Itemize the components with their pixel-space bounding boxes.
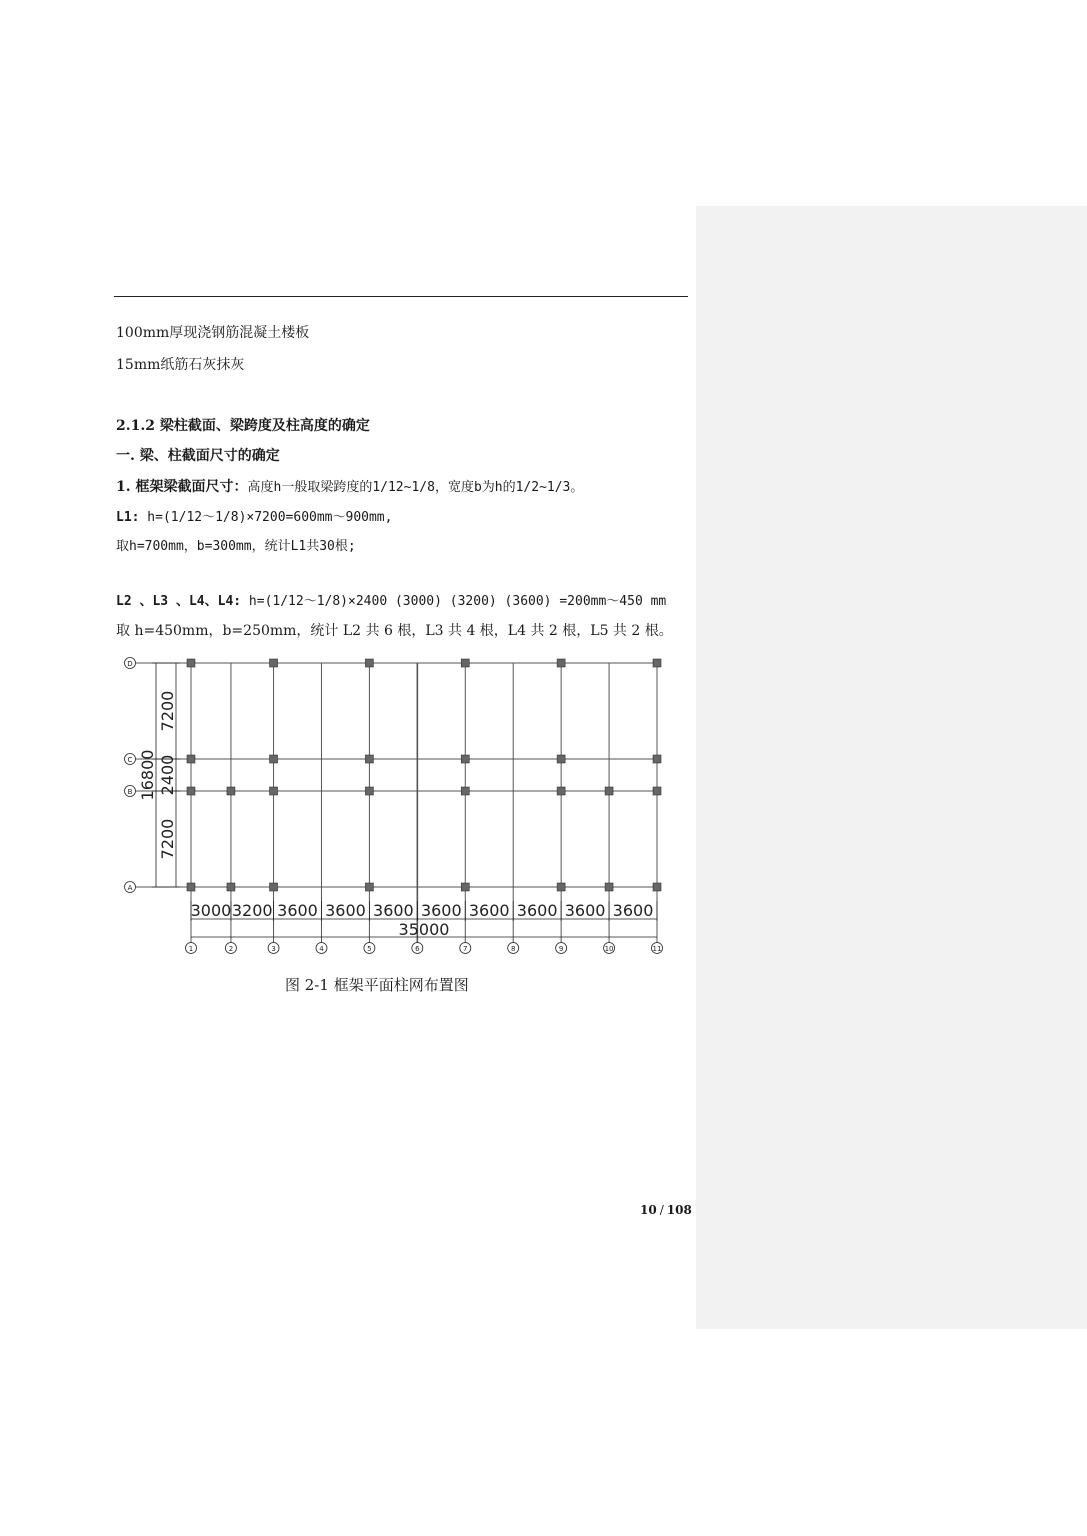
- figure-caption: 图 2-1 框架平面柱网布置图: [285, 976, 469, 994]
- page-number: [640, 1203, 692, 1217]
- column-B1: [187, 787, 195, 795]
- dimension-total-label: 35000: [398, 920, 450, 939]
- axis-label: 8: [510, 945, 516, 953]
- dimension-label: 2400: [158, 754, 177, 796]
- column-B7: [461, 787, 469, 795]
- column-C5: [365, 755, 373, 763]
- text-line: [116, 477, 583, 498]
- text-line: 100mm厚现浇钢筋混凝土楼板: [116, 325, 310, 341]
- line-text: h=(1/12～1/8)×2400 (3000) (3200) (3600) =200mm～450 mm: [241, 594, 667, 609]
- line-label: L1:: [116, 510, 140, 525]
- dimension-label: 3600: [612, 901, 654, 920]
- axis-label: 5: [367, 945, 372, 953]
- column-grid-plan: [116, 650, 676, 965]
- axis-label: 7: [463, 945, 468, 953]
- column-A7: [461, 883, 469, 891]
- column-A3: [270, 883, 278, 891]
- dimension-label: 3200: [231, 901, 273, 920]
- column-D11: [653, 659, 661, 667]
- dimension-total-label: 16800: [138, 749, 157, 801]
- dimension-label: 7200: [158, 818, 177, 860]
- section-heading: 2.1.2 梁柱截面、梁跨度及柱高度的确定: [116, 418, 370, 434]
- text-line: 15mm纸筋石灰抹灰: [116, 357, 245, 373]
- dimension-label: 7200: [158, 690, 177, 732]
- column-C1: [187, 755, 195, 763]
- axis-label: 2: [228, 945, 234, 953]
- column-B5: [365, 787, 373, 795]
- dimension-label: 3600: [468, 901, 510, 920]
- column-A1: [187, 883, 195, 891]
- dimension-label: 3600: [420, 901, 462, 920]
- column-D5: [365, 659, 373, 667]
- line-text: 高度h一般取梁跨度的1/12~1/8，宽度b为h的1/2~1/3。: [247, 480, 584, 495]
- text-line: 取h=700mm，b=300mm，统计L1共30根;: [116, 539, 356, 554]
- axis-label: D: [127, 660, 133, 668]
- page-total: 108: [666, 1203, 692, 1217]
- page-current: 10: [640, 1203, 657, 1217]
- column-C9: [557, 755, 565, 763]
- axis-label: A: [127, 884, 133, 892]
- column-B9: [557, 787, 565, 795]
- axis-label: 1: [188, 945, 194, 953]
- column-B10: [605, 787, 613, 795]
- subsection-heading: 一. 梁、柱截面尺寸的确定: [116, 448, 280, 464]
- text-line: [116, 507, 392, 528]
- dimension-label: 3600: [564, 901, 606, 920]
- text-line: [116, 591, 666, 612]
- comment-pane: [696, 206, 1087, 1329]
- column-B3: [270, 787, 278, 795]
- dimension-label: 3600: [516, 901, 558, 920]
- column-D3: [270, 659, 278, 667]
- column-C3: [270, 755, 278, 763]
- line-label: 1. 框架梁截面尺寸：: [116, 479, 248, 495]
- column-D7: [461, 659, 469, 667]
- axis-label: B: [127, 788, 133, 796]
- axis-label: 6: [415, 945, 420, 953]
- dimension-label: 3600: [373, 901, 414, 920]
- axis-label: 9: [558, 945, 564, 953]
- column-D1: [187, 659, 195, 667]
- dimension-label: 3600: [277, 901, 318, 920]
- column-C11: [653, 755, 661, 763]
- axis-label: 3: [271, 945, 276, 953]
- page-separator: /: [659, 1203, 664, 1217]
- column-A5: [365, 883, 373, 891]
- column-A2: [227, 883, 235, 891]
- dimension-label: 3600: [325, 901, 366, 920]
- column-A10: [605, 883, 613, 891]
- line-text: h=(1/12～1/8)×7200=600mm～900mm,: [139, 510, 393, 525]
- column-B11: [653, 787, 661, 795]
- axis-label: 10: [604, 945, 614, 953]
- column-D9: [557, 659, 565, 667]
- axis-label: 4: [319, 945, 324, 953]
- axis-label: 11: [652, 945, 662, 953]
- line-label: L2 、L3 、L4、L4:: [116, 594, 242, 609]
- column-B2: [227, 787, 235, 795]
- header-rule: [114, 296, 688, 297]
- axis-label: C: [127, 756, 133, 764]
- dimension-label: 3000: [190, 901, 232, 920]
- column-A11: [653, 883, 661, 891]
- column-C7: [461, 755, 469, 763]
- column-A9: [557, 883, 565, 891]
- text-line: 取 h=450mm，b=250mm，统计 L2 共 6 根，L3 共 4 根，L4 共 2 根，L5 共 2 根。: [116, 623, 673, 639]
